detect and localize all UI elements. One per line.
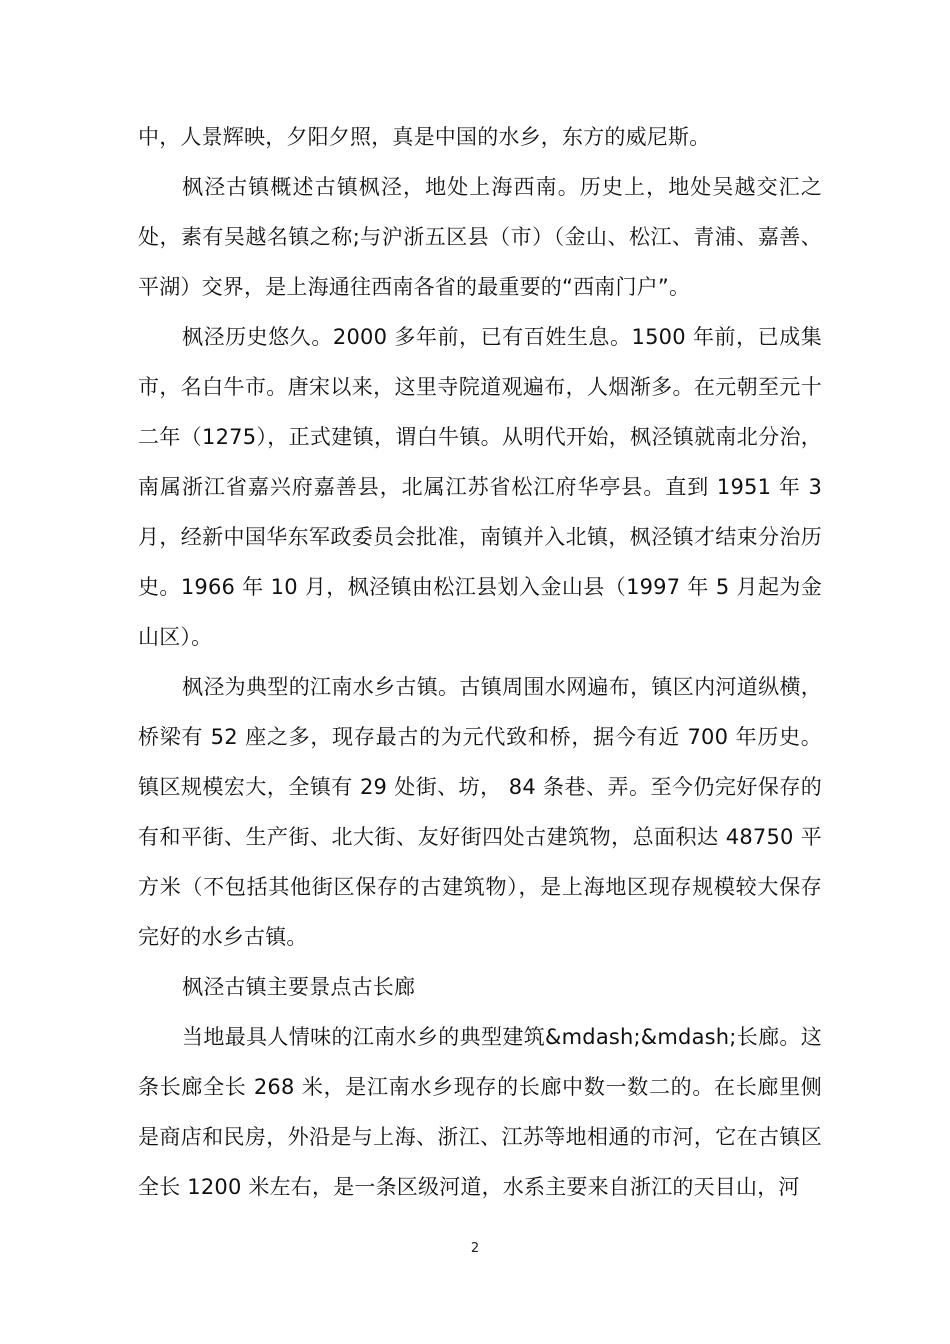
paragraph-4: 枫泾为典型的江南水乡古镇。古镇周围水网遍布，镇区内河道纵横，桥梁有 52 座之多，现存最古的为元代致和桥，据今有近 700 年历史。镇区规模宏大，全镇有 29 处街、坊， 84 条巷、弄。至今仍完好保存的有和平街、生产街、北大街、友好街四处古建筑物，总面积达 48750 平方米（不包括其他街区保存的古建筑物），是上海地区现存规模较大保存完好的水乡古镇。 — [138, 675, 822, 949]
document-body — [138, 112, 822, 1212]
page-number: 2 — [470, 1241, 480, 1256]
paragraph-6: 当地最具人情味的江南水乡的典型建筑&mdash;&mdash;长廊。这条长廊全长 268 米，是江南水乡现存的长廊中数一数二的。在长廊里侧是商店和民房，外沿是与上海、浙江、江苏等地相通的市河，它在古镇区全长 1200 米左右，是一条区级河道，水系主要来自浙江的天目山，河 — [138, 1025, 822, 1199]
paragraph-2: 枫泾古镇概述古镇枫泾，地处上海西南。历史上，地处吴越交汇之处，素有吴越名镇之称;与沪浙五区县（市）（金山、松江、青浦、嘉善、平湖）交界，是上海通往西南各省的最重要的“西南门户”。 — [138, 175, 822, 299]
section-heading: 枫泾古镇主要景点古长廊 — [182, 975, 416, 999]
paragraph-1: 中，人景辉映，夕阳夕照，真是中国的水乡，东方的威尼斯。 — [138, 125, 711, 149]
paragraph-3: 枫泾历史悠久。2000 多年前，已有百姓生息。1500 年前，已成集市，名白牛市。唐宋以来，这里寺院道观遍布，人烟渐多。在元朝至元十二年（1275），正式建镇，谓白牛镇。从明代开始，枫泾镇就南北分治，南属浙江省嘉兴府嘉善县，北属江苏省松江府华亭县。直到 1951 年 3 月，经新中国华东军政委员会批准，南镇并入北镇，枫泾镇才结束分治历史。1966 年 10 月，枫泾镇由松江县划入金山县（1997 年 5 月起为金山区）。 — [138, 325, 822, 649]
